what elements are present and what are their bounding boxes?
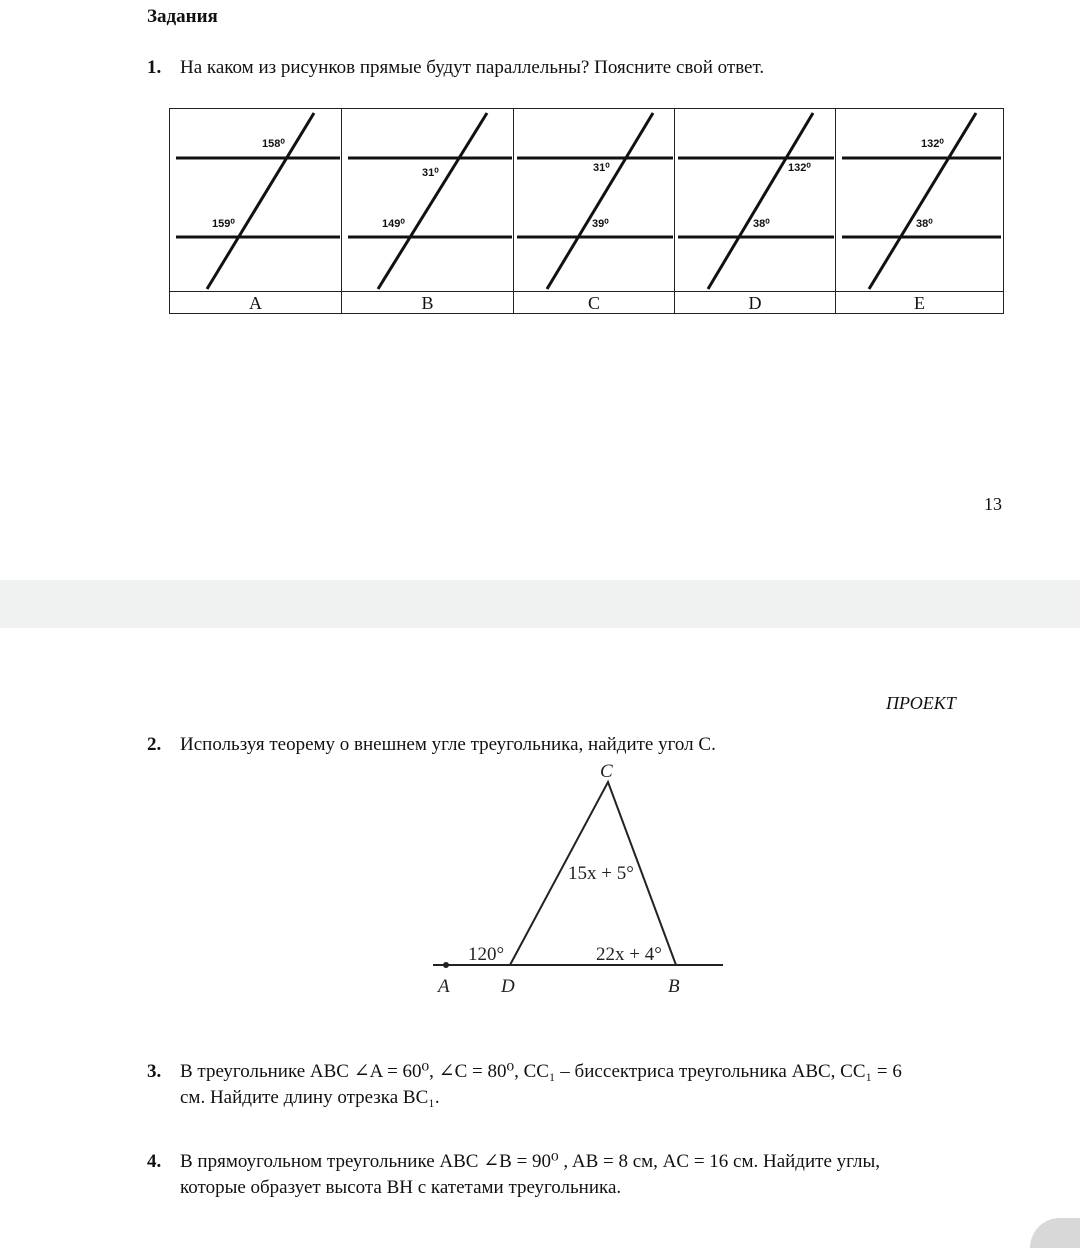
figure-c [514, 109, 675, 291]
angle-label: 38⁰ [753, 218, 770, 230]
figure-label: E [836, 291, 1003, 314]
vertex-d-label: D [501, 976, 515, 997]
angle-b-label: 22x + 4° [596, 944, 662, 965]
angle-label: 31⁰ [593, 162, 610, 174]
angle-label: 158⁰ [262, 138, 285, 150]
question-number: 2. [147, 734, 162, 755]
angle-label: 159⁰ [212, 218, 235, 230]
figure-label: B [342, 291, 514, 314]
question-number: 4. [147, 1151, 162, 1172]
angle-label: 31⁰ [422, 167, 439, 179]
question-text-line: которые образует высота BH с катетами треугольника. [180, 1177, 622, 1198]
corner-widget [1030, 1218, 1080, 1248]
question-text-line: В прямоугольном треугольнике ABC ∠B = 90⁰ , AB = 8 см, AC = 16 см. Найдите углы, [180, 1151, 880, 1172]
angle-label: 132⁰ [788, 162, 811, 174]
parallel-lines-figures-table [169, 108, 1004, 314]
figure-label: C [514, 291, 675, 314]
vertex-a-label: A [438, 976, 450, 997]
section-heading: Задания [147, 6, 218, 27]
page-number: 13 [984, 494, 1002, 514]
figure-a [170, 109, 342, 291]
figure-label: A [170, 291, 342, 314]
question-text-line: см. Найдите длину отрезка BC₁. [180, 1087, 440, 1108]
angle-c-label: 15x + 5° [568, 863, 634, 884]
question-text: На каком из рисунков прямые будут параллельны? Поясните свой ответ. [180, 57, 765, 78]
figure-d [675, 109, 836, 291]
question-3 [147, 1059, 902, 1111]
question-text: Используя теорему о внешнем угле треугольника, найдите угол C. [180, 734, 716, 755]
figure-b [342, 109, 514, 291]
vertex-c-label: C [600, 761, 613, 782]
question-text-line: В треугольнике ABC ∠A = 60⁰, ∠C = 80⁰, CC₁ – биссектриса треугольника ABC, CC₁ = 6 [180, 1061, 902, 1082]
question-4 [147, 1149, 880, 1201]
vertex-b-label: B [668, 976, 680, 997]
angle-label: 38⁰ [916, 218, 933, 230]
angle-d-label: 120° [468, 944, 505, 965]
figure-e [836, 109, 1003, 291]
triangle-diagram [428, 757, 728, 1002]
question-1 [147, 55, 764, 81]
angle-label: 39⁰ [592, 218, 609, 230]
page-separator [0, 580, 1080, 628]
question-2 [147, 732, 716, 758]
question-number: 3. [147, 1061, 162, 1082]
figure-label: D [675, 291, 836, 314]
draft-stamp: ПРОЕКТ [886, 693, 956, 713]
angle-label: 149⁰ [382, 218, 405, 230]
question-number: 1. [147, 57, 162, 78]
angle-label: 132⁰ [921, 138, 944, 150]
